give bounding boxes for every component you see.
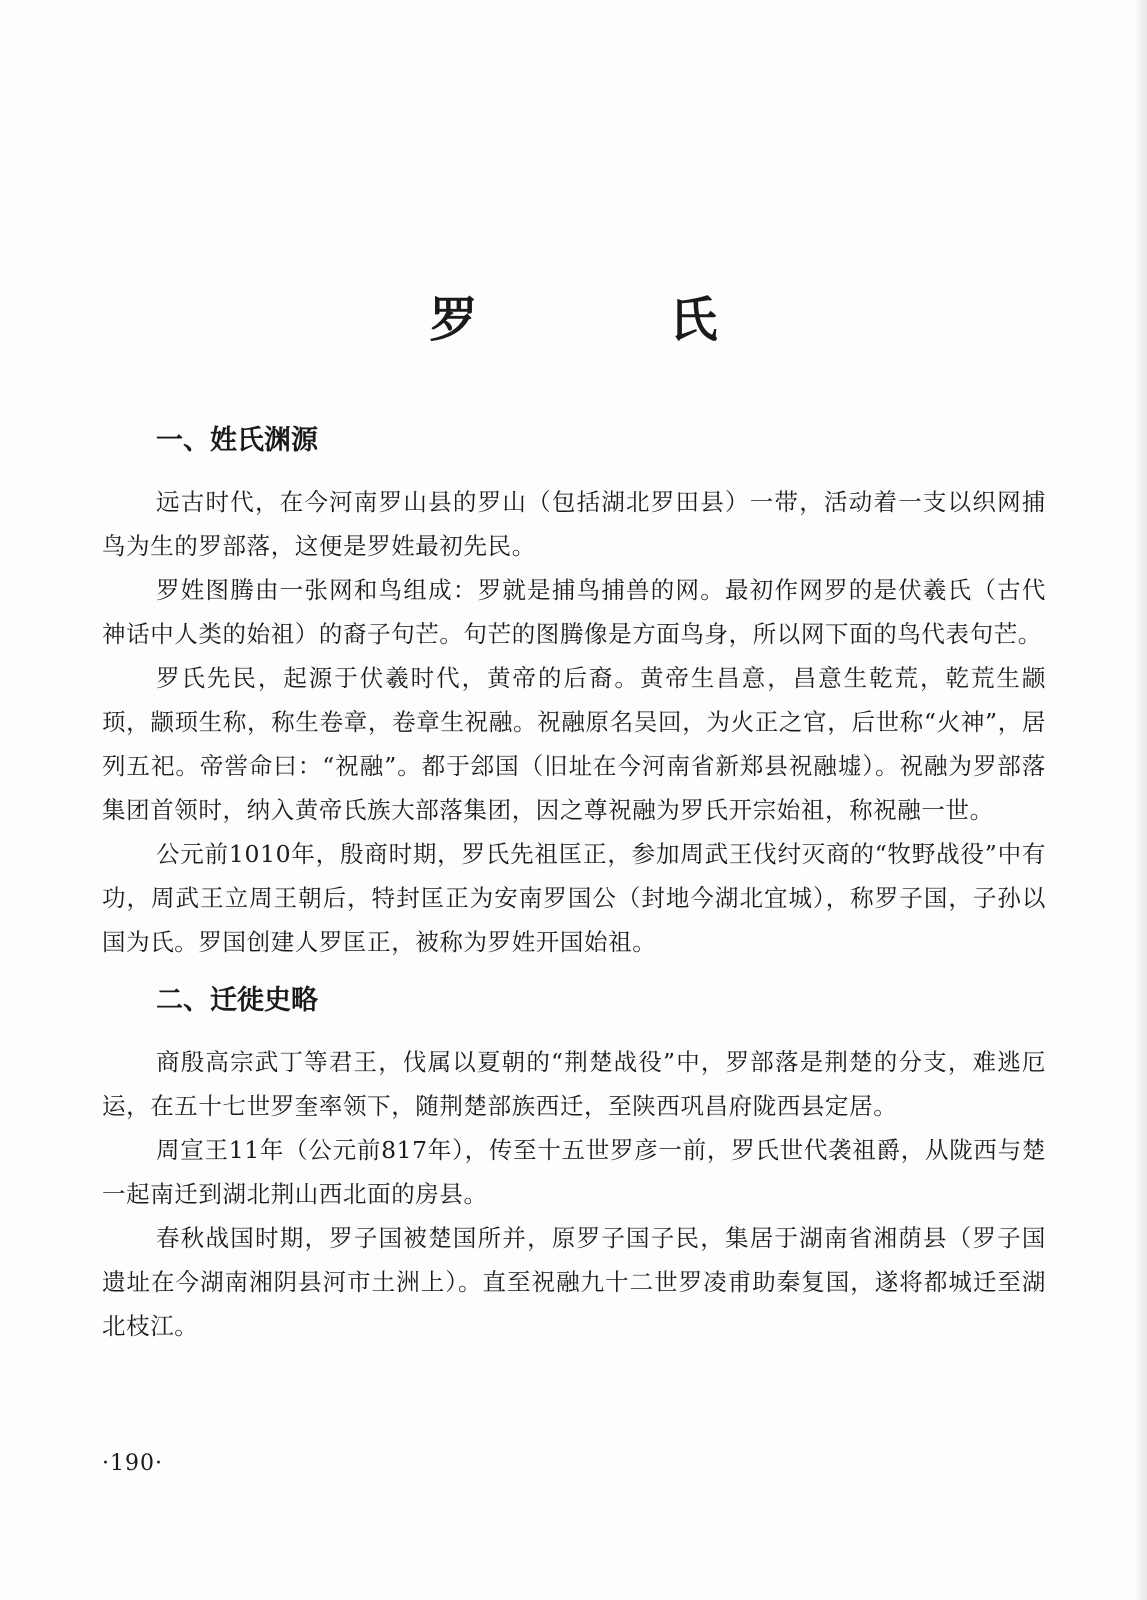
- paragraph: 商殷高宗武丁等君王，伐属以夏朝的“荆楚战役”中，罗部落是荆楚的分支，难逃厄运，在五十七世罗奎率领下，随荆楚部族西迁，至陕西巩昌府陇西县定居。: [102, 1048, 1046, 1120]
- page-title: 罗 氏: [429, 292, 790, 349]
- paragraph: 公元前1010年，殷商时期，罗氏先祖匡正，参加周武王伐纣灭商的“牧野战役”中有功，周武王立周王朝后，特封匡正为安南罗国公（封地今湖北宜城），称罗子国，子孙以国为氏。罗国创建人罗匡正，被称为罗姓开国始祖。: [102, 840, 1046, 956]
- paragraph: 远古时代，在今河南罗山县的罗山（包括湖北罗田县）一带，活动着一支以织网捕鸟为生的罗部落，这便是罗姓最初先民。: [102, 488, 1046, 560]
- paragraph: 周宣王11年（公元前817年），传至十五世罗彦一前，罗氏世代袭祖爵，从陇西与楚一起南迁到湖北荆山西北面的房县。: [102, 1136, 1046, 1208]
- page-edge-shadow: [1133, 0, 1147, 1600]
- paragraph: 罗姓图腾由一张网和鸟组成：罗就是捕鸟捕兽的网。最初作网罗的是伏羲氏（古代神话中人类的始祖）的裔子句芒。句芒的图腾像是方面鸟身，所以网下面的鸟代表句芒。: [102, 576, 1046, 648]
- paragraph: 罗氏先民，起源于伏羲时代，黄帝的后裔。黄帝生昌意，昌意生乾荒，乾荒生颛顼，颛顼生称，称生卷章，卷章生祝融。祝融原名吴回，为火正之官，后世称“火神”，居列五祀。帝喾命曰：“祝融”。都于郐国（旧址在今河南省新郑县祝融墟）。祝融为罗部落集团首领时，纳入黄帝氏族大部落集团，因之尊祝融为罗氏开宗始祖，称祝融一世。: [102, 664, 1046, 824]
- page-number: ·190·: [102, 1451, 163, 1476]
- section-heading-migration: 二、迁徙史略: [156, 985, 318, 1016]
- section-heading-origin: 一、姓氏渊源: [156, 425, 318, 456]
- paragraph: 春秋战国时期，罗子国被楚国所并，原罗子国子民，集居于湖南省湘荫县（罗子国遗址在今湖南湘阴县河市土洲上）。直至祝融九十二世罗凌甫助秦复国，遂将都城迁至湖北枝江。: [102, 1224, 1046, 1340]
- page-body: [102, 420, 1046, 1348]
